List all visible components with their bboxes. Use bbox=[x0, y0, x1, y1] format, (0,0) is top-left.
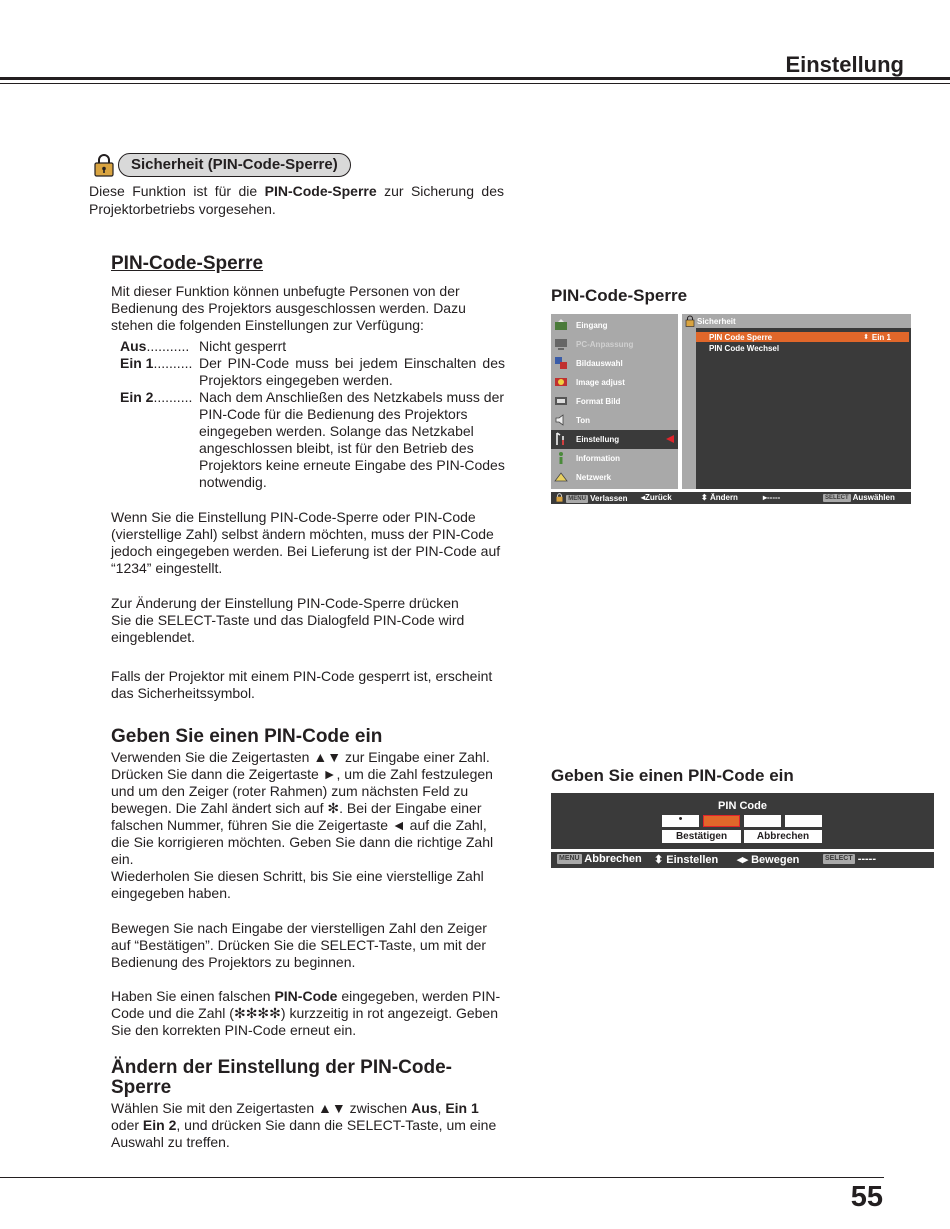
projector-menu-screenshot bbox=[551, 314, 911, 504]
left-arrow-icon: ◂ bbox=[641, 493, 646, 502]
definition-aus: Aus........... Nicht gesperrt bbox=[120, 338, 287, 354]
pc-adjust-icon bbox=[554, 337, 568, 351]
pin-lock-heading: PIN-Code-Sperre bbox=[111, 253, 264, 274]
security-section-label: Sicherheit (PIN-Code-Sperre) bbox=[118, 153, 351, 177]
pin-dialog-title: PIN Code bbox=[718, 800, 767, 812]
pin-lock-description: Mit dieser Funktion können unbefugte Personen von der Bedienung des Projektors ausgeschlossen werden. Dazu stehen die folgenden Einstellungen zur Verfügung: bbox=[111, 283, 466, 333]
information-icon bbox=[554, 451, 568, 465]
menu-item-einstellung[interactable]: Einstellung bbox=[551, 430, 678, 449]
security-symbol-paragraph: Falls der Projektor mit einem PIN-Code gesperrt ist, erscheint das Sicherheitssymbol. bbox=[111, 668, 493, 701]
lock-icon bbox=[92, 153, 116, 177]
pin-figure-title: Geben Sie einen PIN-Code ein bbox=[551, 766, 794, 785]
guide-back: Zurück bbox=[645, 493, 672, 502]
setting-icon bbox=[554, 432, 568, 446]
guide-next: ----- bbox=[767, 493, 781, 502]
cancel-button[interactable]: Abbrechen bbox=[744, 830, 822, 843]
enter-pin-paragraph: Verwenden Sie die Zeigertasten ▲▼ zur Eingabe einer Zahl. Drücken Sie dann die Zeigertaste ►, um die Zahl festzulegen und um den Zeiger (roter Rahmen) zum nächsten Feld zu bewegen. Die Zahl ändert sich auf ✻. Bei der Eingabe einer falschen Nummer, führen Sie die Zeigertaste ◄ auf die Zahl, die Sie korrigieren möchten. Geben Sie dann die richtige Zahl ein. bbox=[111, 749, 494, 867]
screen-format-icon bbox=[554, 394, 568, 408]
definition-ein1: Ein 1.......... Der PIN-Code muss bei jedem Einschalten des Projektors eingegeben werden. bbox=[120, 355, 505, 388]
menu-item-eingang[interactable]: Eingang bbox=[551, 316, 678, 335]
lock-icon bbox=[684, 315, 696, 327]
menu-item-format-bild[interactable]: Format Bild bbox=[551, 392, 678, 411]
option-pin-code-sperre[interactable]: PIN Code Sperre bbox=[709, 333, 773, 342]
input-icon bbox=[554, 318, 568, 332]
menu-figure-title: PIN-Code-Sperre bbox=[551, 286, 688, 305]
guide-select: ----- bbox=[857, 853, 877, 865]
pin-dialog bbox=[551, 793, 934, 849]
guide-exit: Verlassen bbox=[590, 494, 628, 503]
up-down-icon: ⬍ bbox=[863, 334, 869, 341]
page-header-title: Einstellung bbox=[785, 52, 904, 77]
option-pin-code-wechsel[interactable]: PIN Code Wechsel bbox=[709, 344, 780, 353]
change-lock-paragraph: Wählen Sie mit den Zeigertasten ▲▼ zwischen Aus, Ein 1 oder Ein 2, und drücken Sie dann die SELECT-Taste, um eine Auswahl zu treffen. bbox=[111, 1100, 497, 1150]
image-adjust-icon bbox=[554, 375, 568, 389]
menu-item-netzwerk[interactable]: Netzwerk bbox=[551, 468, 678, 487]
select-key-icon: SELECT bbox=[825, 855, 853, 863]
pin-digit-3[interactable] bbox=[744, 815, 781, 827]
pin-digit-2[interactable] bbox=[703, 815, 740, 827]
right-arrow-icon: ▸ bbox=[763, 493, 768, 502]
wrong-pin-paragraph: Haben Sie einen falschen PIN-Code eingegeben, werden PIN-Code und die Zahl (✻✻✻✻) kurzzeitig in rot angezeigt. Geben Sie den korrekten PIN-Code erneut ein. bbox=[111, 988, 501, 1038]
change-lock-heading: Ändern der Einstellung der PIN-Code-Sperre bbox=[111, 1057, 452, 1098]
select-key-icon: SELECT bbox=[825, 494, 849, 501]
main-menu bbox=[551, 314, 678, 489]
up-down-icon: ⬍ bbox=[654, 854, 664, 866]
left-right-icon: ◂▸ bbox=[737, 854, 749, 866]
menu-guide-bar bbox=[551, 492, 911, 504]
enter-pin-heading: Geben Sie einen PIN-Code ein bbox=[111, 726, 383, 747]
pin-digit-1[interactable] bbox=[662, 815, 699, 827]
confirm-button[interactable]: Bestätigen bbox=[662, 830, 741, 843]
header-rule-thin bbox=[0, 83, 950, 84]
select-key-paragraph: Zur Änderung der Einstellung PIN-Code-Sperre drücken Sie die SELECT-Taste und das Dialogfeld PIN-Code wird eingeblendet. bbox=[111, 595, 465, 645]
pin-dialog-screenshot bbox=[551, 793, 934, 869]
image-select-icon bbox=[554, 356, 568, 370]
confirm-paragraph: Bewegen Sie nach Eingabe der vierstelligen Zahl den Zeiger auf “Bestätigen”. Drücken Sie die SELECT-Taste, um mit der Bedienung des Projektors zu beginnen. bbox=[111, 920, 487, 970]
intro-paragraph: Diese Funktion ist für die PIN-Code-Sperre zur Sicherung des Projektorbetriebs vorgesehen. bbox=[89, 183, 504, 217]
guide-move: Bewegen bbox=[751, 854, 800, 866]
page-number: 55 bbox=[850, 1181, 883, 1213]
menu-key-icon: MENU bbox=[559, 855, 580, 863]
menu-item-ton[interactable]: Ton bbox=[551, 411, 678, 430]
pin-digit-4[interactable] bbox=[785, 815, 822, 827]
guide-select: Auswählen bbox=[852, 493, 895, 502]
menu-item-information[interactable]: Information bbox=[551, 449, 678, 468]
menu-key-icon: MENU bbox=[568, 495, 586, 502]
guide-cancel: Abbrechen bbox=[584, 853, 642, 865]
menu-item-pc-anpassung[interactable]: PC-Anpassung bbox=[551, 335, 678, 354]
repeat-paragraph: Wiederholen Sie diesen Schritt, bis Sie eine vierstellige Zahl eingegeben haben. bbox=[111, 868, 484, 901]
guide-set: Einstellen bbox=[666, 854, 719, 866]
menu-item-image-adjust[interactable]: Image adjust bbox=[551, 373, 678, 392]
definition-ein2: Ein 2.......... Nach dem Anschließen des Netzkabels muss der PIN-Code für die Bedienung des Projektors eingegeben werden. Solange das Netzkabel angeschlossen bleibt, ist für den Betrieb des Projektors keine erneute Eingabe des PIN-Codes notwendig. bbox=[120, 389, 505, 490]
option-pin-code-sperre-value: Ein 1 bbox=[871, 333, 891, 342]
option-definitions bbox=[120, 338, 505, 491]
guide-change: Ändern bbox=[709, 493, 738, 502]
pin-guide-bar bbox=[551, 852, 934, 868]
footer-rule bbox=[0, 1177, 884, 1178]
security-submenu bbox=[682, 314, 911, 489]
change-pin-paragraph: Wenn Sie die Einstellung PIN-Code-Sperre oder PIN-Code (vierstellige Zahl) selbst ändern möchten, muss der PIN-Code jedoch eingegeben werden. Bei Lieferung ist der PIN-Code auf “1234” eingestellt. bbox=[111, 509, 501, 576]
lock-icon bbox=[555, 493, 564, 502]
sound-icon bbox=[554, 413, 568, 427]
menu-item-bildauswahl[interactable]: Bildauswahl bbox=[551, 354, 678, 373]
submenu-title: Sicherheit bbox=[697, 317, 736, 326]
network-icon bbox=[554, 470, 568, 484]
up-down-icon: ⬍ bbox=[701, 493, 708, 502]
header-rule bbox=[0, 77, 950, 80]
selected-arrow-icon bbox=[666, 435, 674, 443]
